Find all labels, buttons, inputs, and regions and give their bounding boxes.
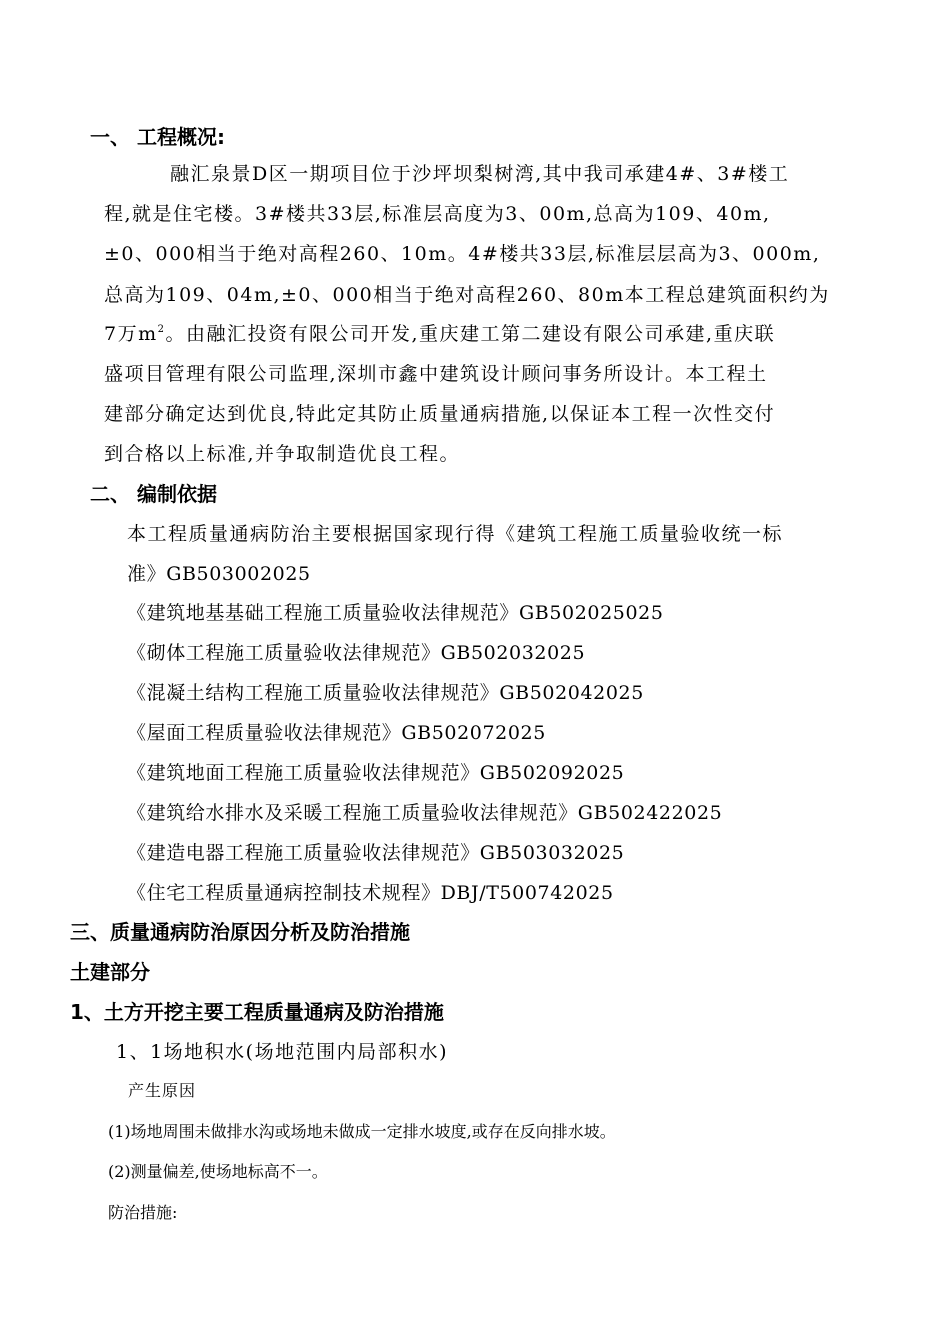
paragraph-line: 建部分确定达到优良,特此定其防止质量通病措施,以保证本工程一次性交付 [104,403,776,425]
paragraph-line: 总高为109、04m,±0、000相当于绝对高程260、80m本工程总建筑面积约为 [104,284,830,306]
cause-item: (2)测量偏差,使场地标高不一。 [108,1162,328,1181]
section-2-heading: 二、 编制依据 [90,482,217,506]
civil-subheading: 土建部分 [70,960,150,984]
area-superscript: 2 [157,324,166,335]
paragraph-line: 程,就是住宅楼。3#楼共33层,标准层高度为3、00m,总高为109、40m, [104,203,771,225]
section-1-heading: 一、 工程概况: [90,125,225,149]
reference-item: 《建造电器工程施工质量验收法律规范》GB503032025 [127,842,625,864]
paragraph-line: 到合格以上标准,并争取制造优良工程。 [104,443,461,465]
cause-label: 产生原因 [128,1081,197,1100]
section-3-heading: 三、质量通病防治原因分析及防治措施 [70,920,410,944]
paragraph-line: 盛项目管理有限公司监理,深圳市鑫中建筑设计顾问事务所设计。本工程土 [104,363,768,385]
paragraph-line: 融汇泉景D区一期项目位于沙坪坝梨树湾,其中我司承建4#、3#楼工 [170,163,790,185]
intro-line: 准》GB503002025 [127,563,311,585]
area-continuation: 。由融汇投资有限公司开发,重庆建工第二建设有限公司承建,重庆联 [165,323,776,345]
paragraph-line: ±0、000相当于绝对高程260、10m。4#楼共33层,标准层层高为3、000m, [104,243,821,265]
paragraph-line [104,320,775,348]
item-1-heading: 1、土方开挖主要工程质量通病及防治措施 [70,1000,444,1024]
reference-item: 《建筑给水排水及采暖工程施工质量验收法律规范》GB502422025 [127,802,723,824]
reference-item: 《砌体工程施工质量验收法律规范》GB502032025 [127,642,586,664]
reference-item: 《建筑地面工程施工质量验收法律规范》GB502092025 [127,762,625,784]
item-1-1-heading: 1、1场地积水(场地范围内局部积水) [116,1041,449,1063]
reference-item: 《建筑地基基础工程施工质量验收法律规范》GB502025025 [127,602,664,624]
reference-item: 《屋面工程质量验收法律规范》GB502072025 [127,722,546,744]
reference-item: 《混凝土结构工程施工质量验收法律规范》GB502042025 [127,682,644,704]
intro-line: 本工程质量通病防治主要根据国家现行得《建筑工程施工质量验收统一标 [127,523,784,545]
measures-label: 防治措施: [108,1203,178,1222]
cause-item: (1)场地周围未做排水沟或场地未做成一定排水坡度,或存在反向排水坡。 [108,1122,616,1141]
reference-item: 《住宅工程质量通病控制技术规程》DBJ/T500742025 [127,882,614,904]
area-value: 7万m [104,323,158,345]
